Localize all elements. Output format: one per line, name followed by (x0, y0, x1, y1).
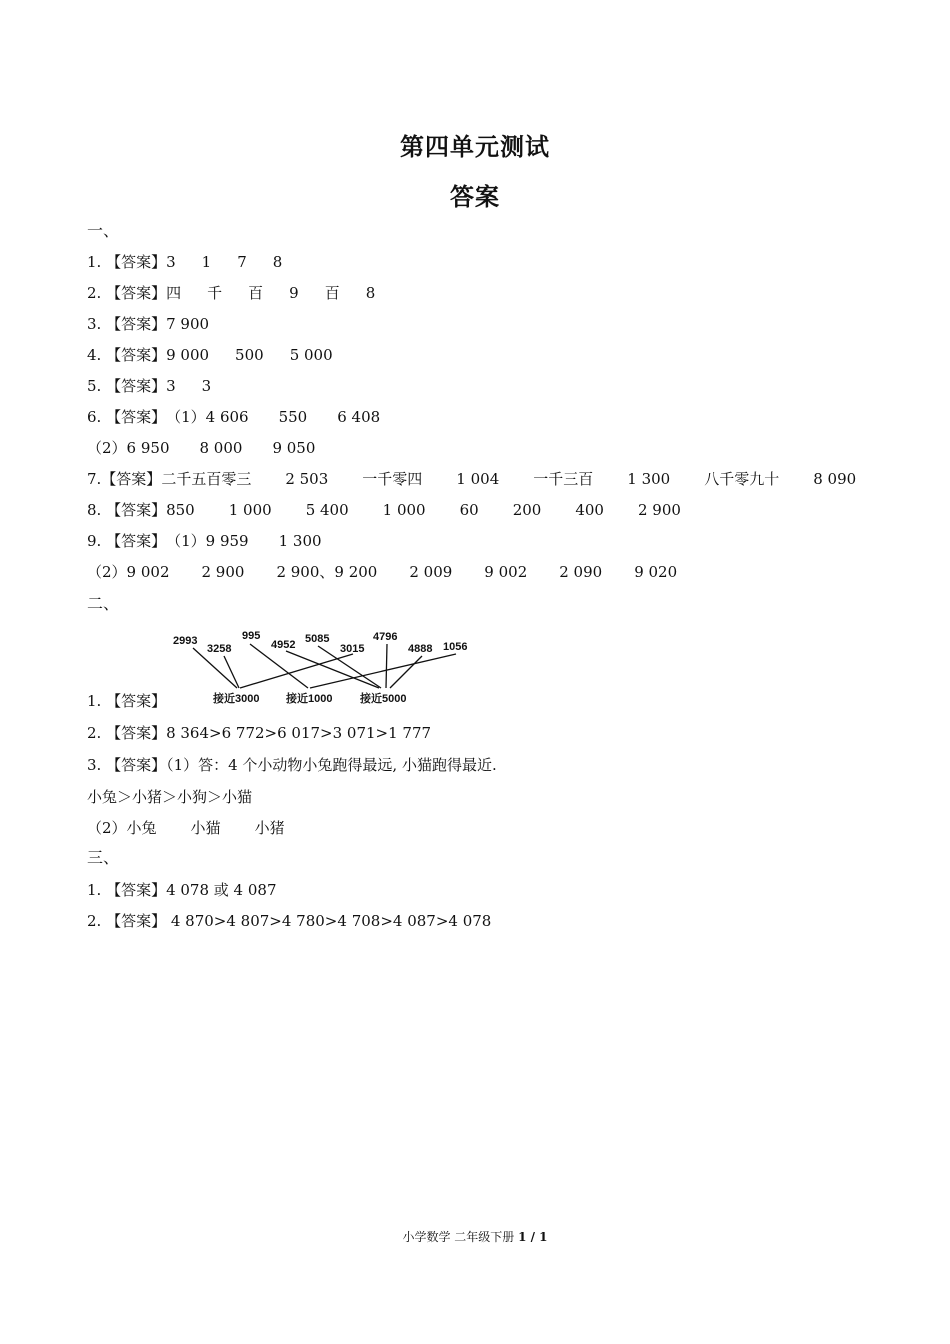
number-label: 2993 (173, 635, 198, 647)
answer-value: 千 (207, 284, 223, 302)
number-label: 4796 (373, 631, 398, 643)
answer-value: 5 400 (305, 501, 349, 519)
answer-line (87, 283, 375, 303)
answer-value: 一千三百 (533, 470, 594, 488)
answer-line: 2. 【答案】8 364>6 772>6 017>3 071>1 777 (87, 724, 432, 742)
answer-prefix: 4. 【答案】 (87, 346, 167, 364)
answer-value: 9 (289, 284, 299, 302)
number-label: 3015 (340, 643, 365, 655)
target-label: 接近1000 (286, 693, 333, 705)
answer-value: 5 000 (289, 346, 333, 364)
answer-value: 1 000 (382, 501, 426, 519)
answer-value: （2）小兔 (87, 819, 157, 837)
answer-value: 8 090 (813, 470, 857, 488)
answer-value: 四 (166, 284, 182, 302)
matching-diagram (160, 624, 480, 710)
answer-value: 一千零四 (362, 470, 423, 488)
answer-value: 2 900、9 200 (276, 563, 378, 581)
answer-value: 400 (575, 501, 604, 519)
number-label: 1056 (443, 641, 468, 653)
answer-prefix: 3. 【答案】 (87, 315, 167, 333)
answer-value: 9 050 (272, 439, 316, 457)
answer-value: 9 000 (166, 346, 210, 364)
footer-page-number: 1 / 1 (518, 1230, 548, 1244)
section-one-heading: 一、 (87, 221, 120, 240)
answer-value: 八千零九十 (704, 470, 780, 488)
target-label: 接近3000 (213, 693, 260, 705)
number-label: 4888 (408, 643, 433, 655)
answer-value: 2 900 (637, 501, 681, 519)
answer-value: 小猪 (254, 819, 285, 837)
answer-value: 1 (201, 253, 212, 271)
answer-line (87, 500, 681, 520)
answer-value: （1）9 959 (166, 532, 249, 550)
answer-prefix: 8. 【答案】 (87, 501, 167, 519)
answer-value: 8 000 (199, 439, 243, 457)
answer-value: 二千五百零三 (161, 470, 252, 488)
answer-line: 3. 【答案】（1）答：4 个小动物小兔跑得最远, 小猫跑得最近. (87, 756, 497, 774)
section-three-heading: 三、 (87, 848, 120, 867)
answer-value: （2）9 002 (87, 563, 170, 581)
answer-line: 1. 【答案】4 078 或 4 087 (87, 881, 277, 899)
answer-value: 2 503 (285, 470, 329, 488)
line-1056-1000 (310, 654, 456, 688)
answer-value: 2 009 (409, 563, 453, 581)
answer-prefix: 2. 【答案】 (87, 284, 167, 302)
answer-line-prefix: 1. 【答案】 (87, 692, 167, 710)
answer-value: 9 002 (484, 563, 528, 581)
answer-value: 1 300 (627, 470, 671, 488)
answer-line (87, 345, 333, 365)
answer-value: 3 (166, 253, 176, 271)
answer-value: 百 (248, 284, 264, 302)
answer-value: 百 (324, 284, 340, 302)
answer-value: 3 (201, 377, 212, 395)
answer-value: （2）6 950 (87, 439, 170, 457)
answer-prefix: 7.【答案】 (87, 470, 162, 488)
answer-value: 550 (278, 408, 308, 426)
answer-prefix: 9. 【答案】 (87, 532, 167, 550)
answer-value: 1 000 (228, 501, 272, 519)
answer-line: 小兔＞小猪＞小狗＞小猫 (87, 788, 253, 806)
answer-value: 8 (272, 253, 283, 271)
answer-value: 1 004 (456, 470, 500, 488)
answer-line (87, 314, 209, 334)
answer-value: 7 900 (166, 315, 210, 333)
section-two-heading: 二、 (87, 594, 120, 613)
answer-value: 850 (166, 501, 195, 519)
page-subtitle: 答案 (450, 183, 500, 211)
answer-value: 500 (235, 346, 264, 364)
answer-value: 2 090 (559, 563, 603, 581)
answer-line (87, 818, 285, 838)
answer-prefix: 6. 【答案】 (87, 408, 167, 426)
footer-subject: 小学数学 二年级下册 (402, 1230, 519, 1244)
answer-value: 1 300 (278, 532, 322, 550)
page-footer (0, 1228, 950, 1245)
answer-value: 2 900 (201, 563, 245, 581)
answer-line (87, 376, 211, 396)
answer-line (87, 252, 282, 272)
answer-value: 9 020 (634, 563, 678, 581)
answer-value: 7 (237, 253, 247, 271)
number-label: 3258 (207, 643, 232, 655)
answer-value: 小猫 (190, 819, 221, 837)
answer-line (87, 531, 322, 551)
number-label: 995 (242, 630, 261, 642)
answer-line: 2. 【答案】 4 870>4 807>4 780>4 708>4 087>4 078 (87, 912, 492, 930)
page-title: 第四单元测试 (400, 133, 550, 161)
answer-line (87, 562, 677, 582)
answer-value: 6 408 (337, 408, 381, 426)
answer-value: （1）4 606 (166, 408, 249, 426)
answer-prefix: 1. 【答案】 (87, 253, 167, 271)
answer-value: 200 (512, 501, 542, 519)
answer-line (87, 407, 380, 427)
line-4796-5000 (386, 644, 387, 688)
answer-value: 3 (166, 377, 176, 395)
answer-value: 8 (365, 284, 376, 302)
line-4888-5000 (390, 656, 422, 688)
answer-prefix: 5. 【答案】 (87, 377, 167, 395)
number-label: 4952 (271, 639, 296, 651)
answer-line (87, 469, 856, 489)
answer-line (87, 438, 315, 458)
target-label: 接近5000 (360, 693, 407, 705)
number-label: 5085 (305, 633, 330, 645)
answer-value: 60 (459, 501, 479, 519)
